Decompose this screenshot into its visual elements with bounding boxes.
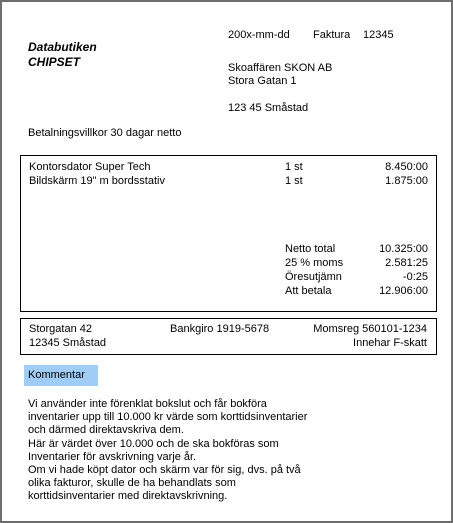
comment-line: Här är värdet över 10.000 och de ska bokföras som <box>28 437 279 450</box>
total-value-rounding: -0:25 <box>402 271 428 283</box>
comment-line: Vi använder inte förenklat bokslut och får bokföra <box>28 398 267 410</box>
invoice-number: 12345 <box>363 29 394 41</box>
comment-line: och därmed direktavskriva dem. <box>28 424 184 437</box>
seller-name-line2: CHIPSET <box>28 55 81 69</box>
comment-line: Inventarier för avskrivning varje år. <box>28 450 197 463</box>
comment-line: Om vi hade köpt dator och skärm var för sig, dvs. på två <box>28 464 301 477</box>
footer-momsreg: Momsreg 560101-1234 <box>313 323 427 335</box>
footer-postal: 12345 Småstad <box>29 337 107 349</box>
footer-street: Storgatan 42 <box>29 323 92 335</box>
comment-line: korttidsinventarier med direktavskrivning. <box>28 490 228 503</box>
item-qty: 1 st <box>285 175 303 187</box>
footer-box <box>20 318 437 355</box>
total-value-moms: 2.581:25 <box>385 257 428 269</box>
item-description: Bildskärm 19" m bordsstativ <box>29 175 165 187</box>
total-label-moms: 25 % moms <box>285 257 344 269</box>
footer-fskatt: Innehar F-skatt <box>353 337 427 349</box>
total-value-due: 12.906:00 <box>379 285 428 297</box>
footer-bankgiro: Bankgiro 1919-5678 <box>170 323 270 335</box>
total-label-due: Att betala <box>285 285 332 297</box>
payment-terms: Betalningsvillkor 30 dagar netto <box>28 127 182 139</box>
comment-text <box>28 398 307 504</box>
total-label-netto: Netto total <box>285 243 336 255</box>
item-qty: 1 st <box>285 161 303 173</box>
item-amount: 8.450:00 <box>385 161 428 173</box>
recipient-street: Stora Gatan 1 <box>228 75 297 87</box>
seller-name: Databutiken <box>28 40 97 54</box>
invoice-date: 200x-mm-dd <box>228 29 290 41</box>
recipient-name: Skoaffären SKON AB <box>228 62 333 74</box>
item-description: Kontorsdator Super Tech <box>29 161 151 173</box>
items-box <box>20 155 437 312</box>
comment-line: olika fakturor, skulle de ha behandlats som <box>28 477 236 490</box>
invoice-label: Faktura <box>313 29 351 41</box>
comment-button[interactable]: Kommentar <box>24 365 98 386</box>
recipient-postal: 123 45 Småstad <box>228 102 309 114</box>
total-value-netto: 10.325:00 <box>379 243 428 255</box>
comment-line: inventarier upp till 10.000 kr värde som korttidsinventarier <box>28 411 308 424</box>
item-amount: 1.875:00 <box>385 175 428 187</box>
total-label-rounding: Öresutjämn <box>285 271 342 283</box>
